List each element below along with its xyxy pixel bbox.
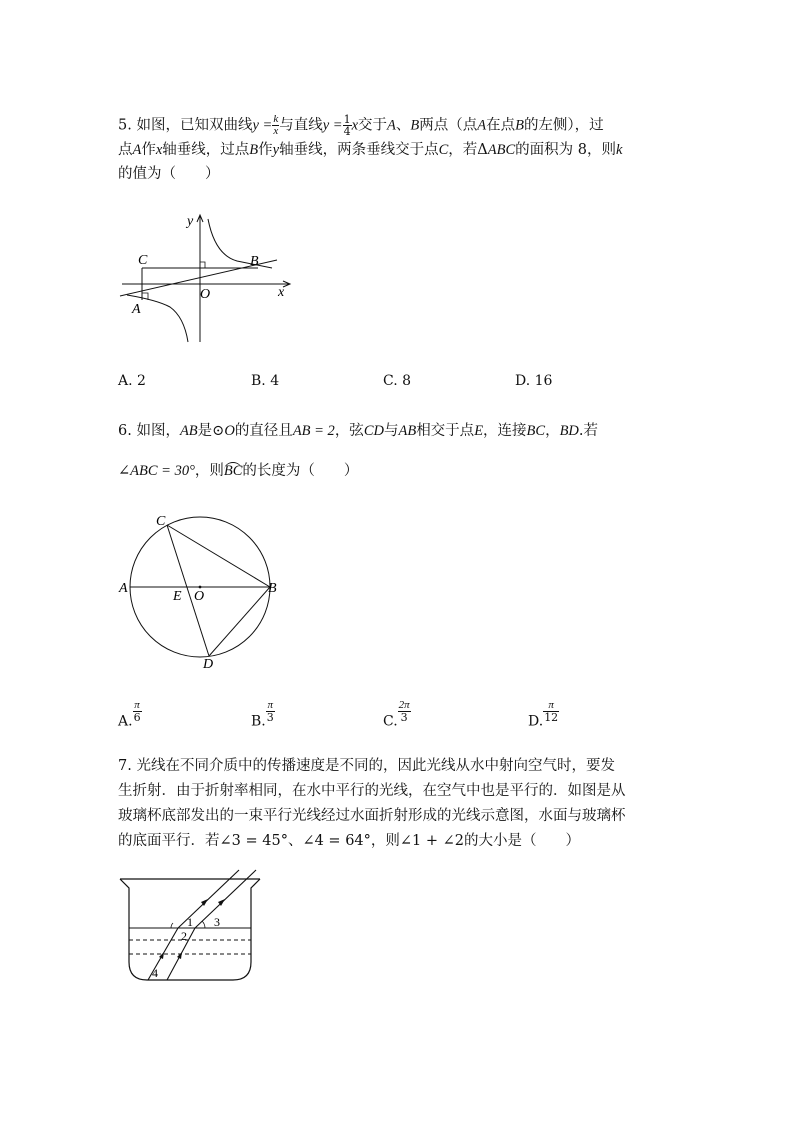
q6-option-a[interactable]: A. $\frac{\pi}{6}$: [118, 699, 141, 730]
arc-bc: BC: [223, 463, 243, 479]
label-x: x: [278, 285, 285, 300]
angle-arc-3: [202, 921, 205, 928]
q5-line-1: 5. 如图，已知双曲线y = $\frac{k}{x}$ 与直线y = $\frac{1}{4}$ x交于A、B两点（点A在点B的左侧），过: [118, 113, 604, 138]
arrow-icon: [159, 952, 164, 959]
q7-line-1: 7. 光线在不同介质中的传播速度是不同的，因此光线从水中射向空气时，要发: [118, 758, 615, 774]
label-2: 2: [181, 929, 187, 943]
circle-symbol: ⊙: [212, 423, 225, 439]
q5-option-b[interactable]: B. 4: [251, 373, 280, 389]
label-1: 1: [187, 915, 193, 929]
label-3: 3: [214, 915, 220, 929]
label-o: O: [194, 589, 205, 604]
arrow-icon: [177, 952, 182, 959]
label-y: y: [187, 214, 194, 229]
q6-circle-figure: [112, 508, 287, 673]
q6-option-c[interactable]: C. $\frac{2\pi}{3}$: [383, 699, 410, 730]
q5-hyperbola-figure: [112, 205, 297, 350]
label-a: A: [132, 302, 141, 317]
line-equation-lhs: y =: [322, 117, 343, 134]
q5-option-a[interactable]: A. 2: [118, 373, 146, 389]
q7-line-2: 生折射．由于折射率相同，在水中平行的光线，在空气中也是平行的．如图是从: [118, 783, 626, 799]
label-a: A: [119, 581, 128, 596]
q5-line-2: 点A作x轴垂线，过点B作y轴垂线，两条垂线交于点C，若ΔABC的面积为 8，则k: [118, 142, 623, 158]
center-dot: [199, 586, 202, 589]
label-e: E: [173, 589, 182, 604]
q5-option-c[interactable]: C. 8: [383, 373, 412, 389]
q7-glass-figure: [115, 866, 280, 991]
angle-arc-1: [171, 923, 173, 928]
hyperbola-branch-right: [208, 219, 272, 268]
line-fraction: $\frac{1}{4}$: [343, 113, 351, 138]
q7-line-4: 的底面平行．若∠3 = 45°、∠4 = 64°，则∠1 + ∠2的大小是（ ）: [118, 833, 581, 849]
q6-option-d[interactable]: D. $\frac{\pi}{12}$: [528, 699, 559, 730]
glass-outline: [120, 879, 260, 980]
q5-line-3: 的值为（ ）: [118, 166, 220, 182]
hyperbola-fraction: $\frac{k}{x}$: [273, 113, 279, 137]
label-o: O: [200, 287, 211, 302]
label-d: D: [203, 657, 214, 672]
q6-line-2: ∠ABC = 30°，则BC的长度为（ ）: [118, 463, 359, 479]
q5-option-d[interactable]: D. 16: [515, 373, 553, 389]
label-b: B: [250, 254, 259, 269]
label-4: 4: [152, 966, 158, 980]
label-c: C: [156, 514, 166, 529]
label-b: B: [268, 581, 277, 596]
q7-line-3: 玻璃杯底部发出的一束平行光线经过水面折射形成的光线示意图，水面与玻璃杯: [118, 808, 626, 824]
label-c: C: [138, 253, 148, 268]
hyperbola-equation-lhs: y =: [252, 117, 273, 134]
q6-line-1: 6. 如图，AB是⊙O的直径且AB = 2，弦CD与AB相交于点E，连接BC，BD.若: [118, 423, 599, 439]
q6-option-b[interactable]: B. $\frac{\pi}{3}$: [251, 699, 274, 730]
segment-bc: [167, 525, 270, 587]
right-angle-mark-y: [200, 262, 205, 268]
